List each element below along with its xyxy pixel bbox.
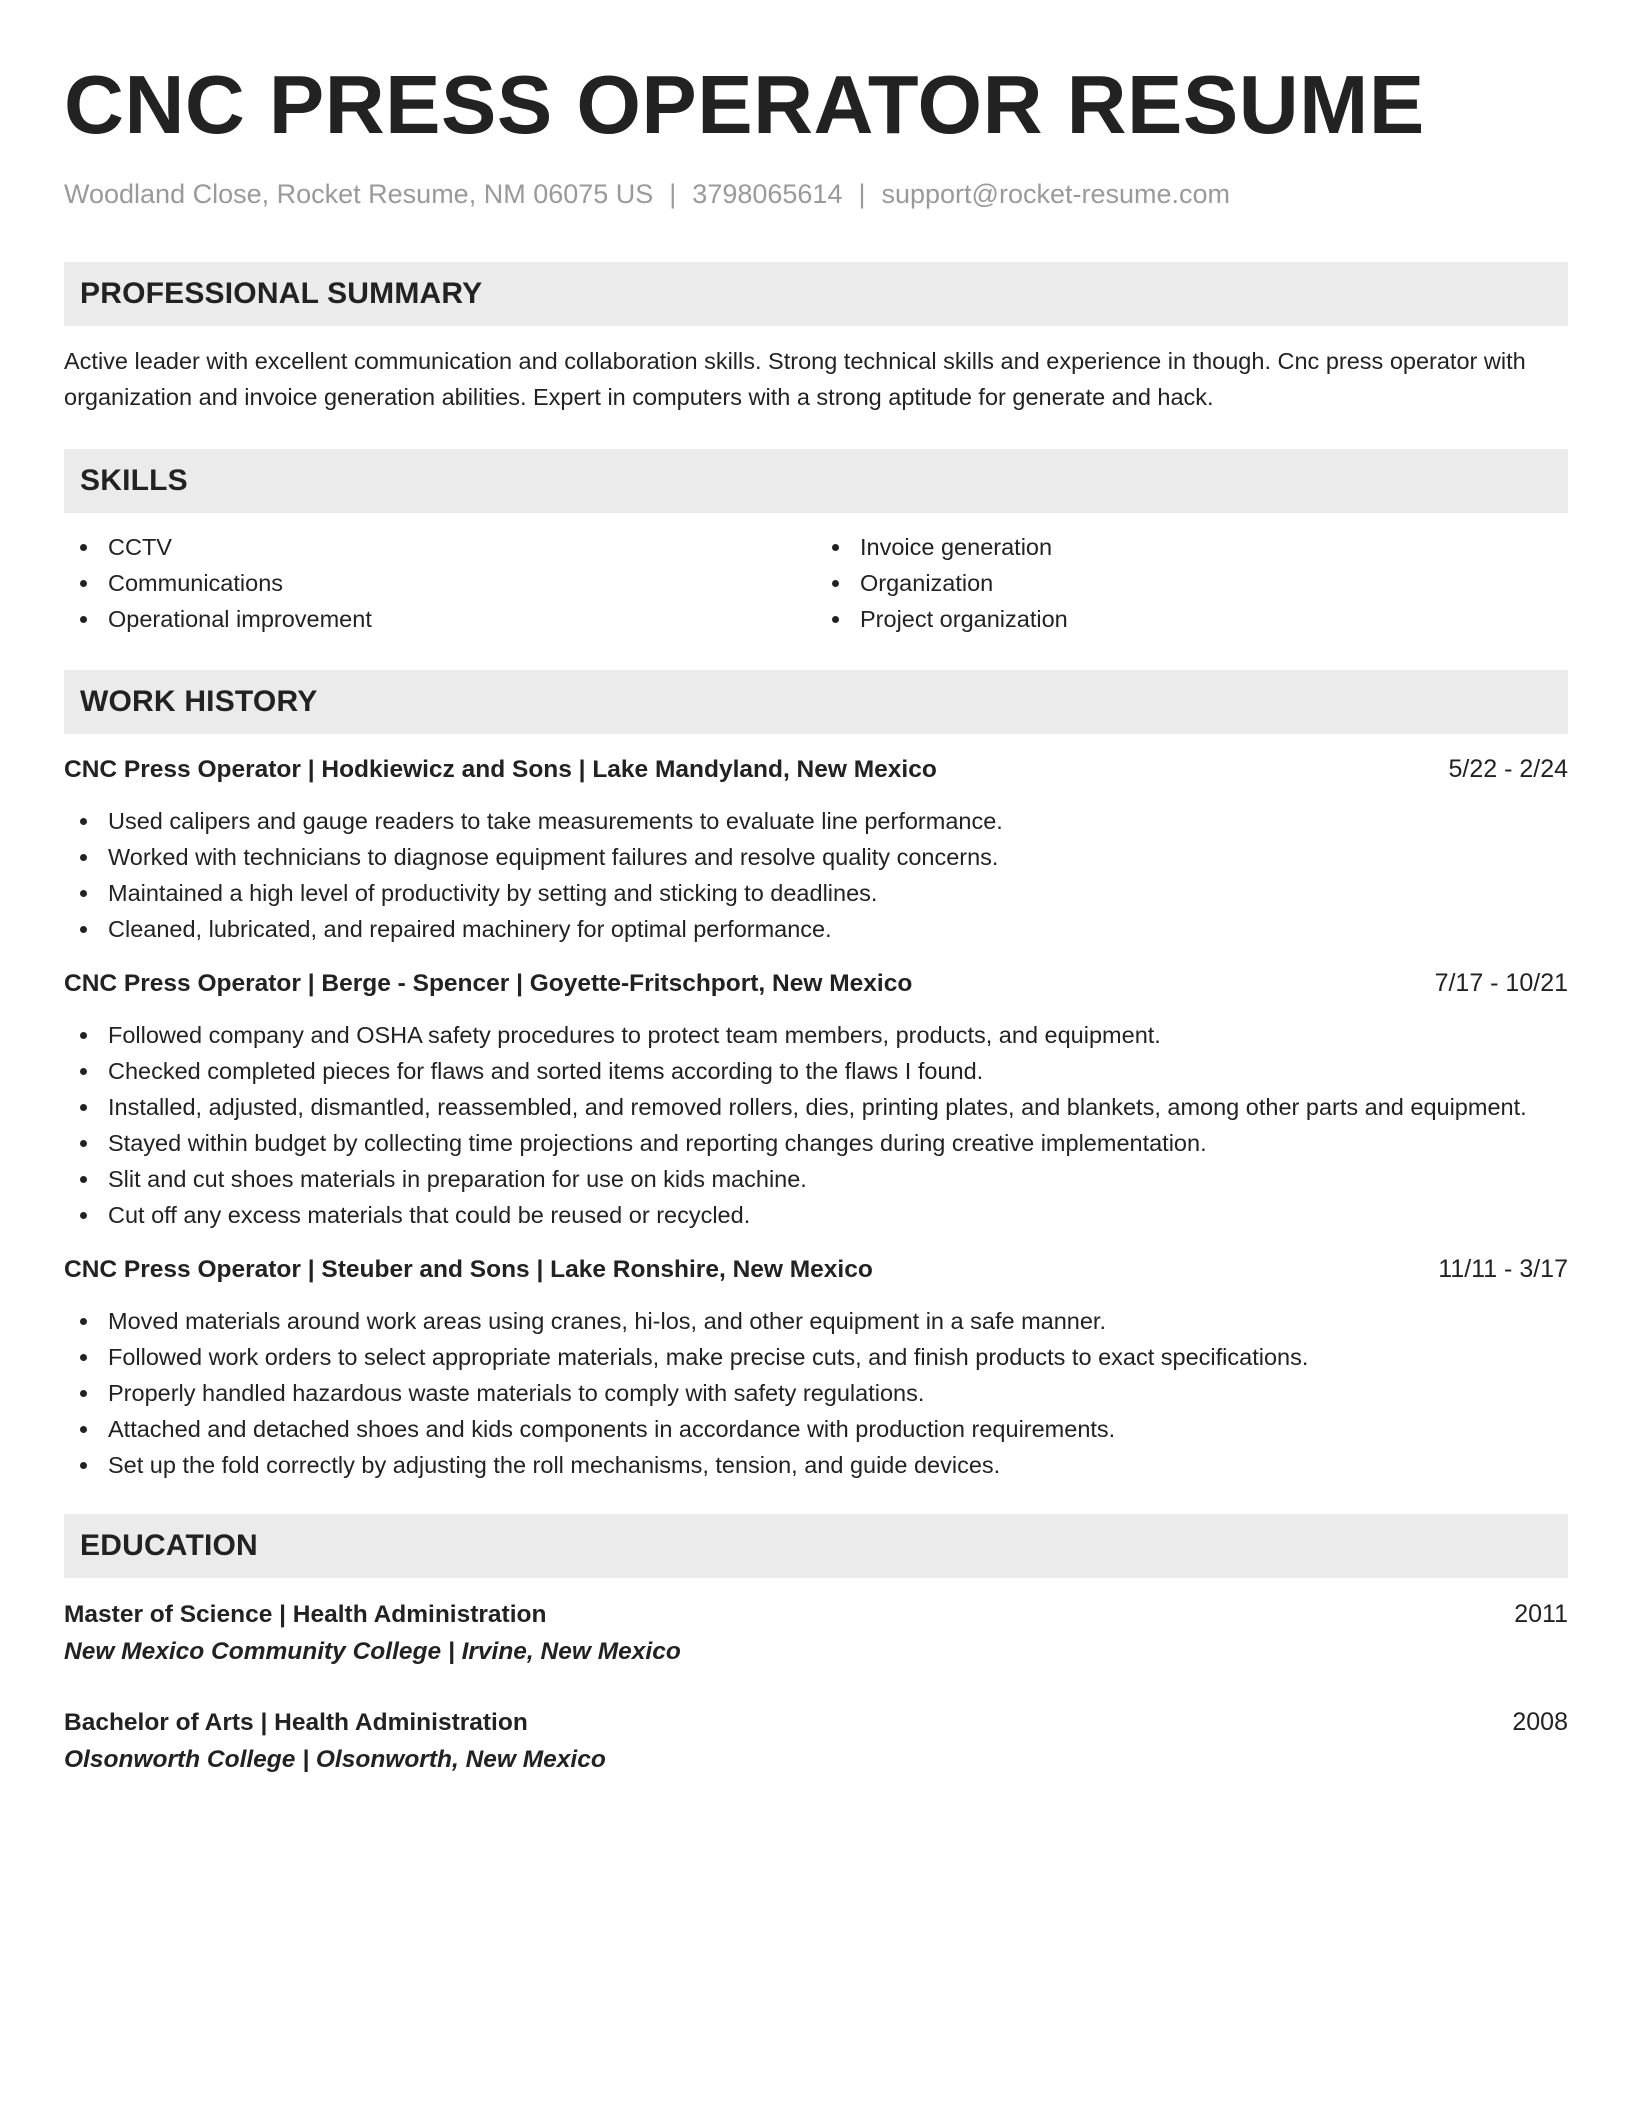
job-bullets <box>64 1303 1568 1483</box>
education-year: 2008 <box>1512 1708 1568 1736</box>
job-bullet: Attached and detached shoes and kids components in accordance with production requirements. <box>64 1411 1568 1447</box>
section-header-skills <box>64 449 1568 513</box>
skill-item: CCTV <box>64 529 816 565</box>
job-dates: 7/17 - 10/21 <box>1434 969 1568 997</box>
summary-text: Active leader with excellent communication and collaboration skills. Strong technical skills and experience in though. Cnc press operator with organization and invoice generation abilities. Expert in computers with a strong aptitude for generate and hack. <box>64 348 1526 410</box>
section-title: EDUCATION <box>80 1529 258 1562</box>
job-bullets <box>64 1017 1568 1233</box>
job-dates: 11/11 - 3/17 <box>1438 1255 1568 1283</box>
section-header-summary <box>64 262 1568 326</box>
job-bullet: Checked completed pieces for flaws and sorted items according to the flaws I found. <box>64 1053 1568 1089</box>
contact-separator: | <box>858 179 866 209</box>
section-header-education <box>64 1514 1568 1578</box>
job-bullet: Maintained a high level of productivity by setting and sticking to deadlines. <box>64 875 1568 911</box>
job-bullet: Moved materials around work areas using cranes, hi-los, and other equipment in a safe manner. <box>64 1303 1568 1339</box>
skills-column-left <box>64 529 816 637</box>
section-header-work-history <box>64 670 1568 734</box>
section-title: PROFESSIONAL SUMMARY <box>80 277 483 310</box>
education-entry <box>64 1596 1568 1671</box>
education-year: 2011 <box>1514 1600 1568 1628</box>
job-bullet: Installed, adjusted, dismantled, reassembled, and removed rollers, dies, printing plates, and blankets, among other parts and equipment. <box>64 1089 1568 1125</box>
skill-item: Organization <box>816 565 1568 601</box>
skills-list <box>64 529 1568 637</box>
contact-separator: | <box>669 179 677 209</box>
skill-item: Project organization <box>816 601 1568 637</box>
skills-column-right <box>816 529 1568 637</box>
contact-address: Woodland Close, Rocket Resume, NM 06075 US <box>64 179 654 209</box>
job-bullet: Followed company and OSHA safety procedures to protect team members, products, and equipment. <box>64 1017 1568 1053</box>
contact-line <box>64 176 1568 212</box>
job-bullet: Cleaned, lubricated, and repaired machinery for optimal performance. <box>64 911 1568 947</box>
job-bullet: Set up the fold correctly by adjusting the roll mechanisms, tension, and guide devices. <box>64 1447 1568 1483</box>
job-entry <box>64 1251 1568 1483</box>
resume-title: CNC PRESS OPERATOR RESUME <box>64 58 1425 151</box>
section-title: WORK HISTORY <box>80 685 318 718</box>
job-bullet: Used calipers and gauge readers to take measurements to evaluate line performance. <box>64 803 1568 839</box>
job-bullets <box>64 803 1568 947</box>
contact-phone: 3798065614 <box>692 179 843 209</box>
education-entry <box>64 1704 1568 1779</box>
contact-email: support@rocket-resume.com <box>881 179 1231 209</box>
job-bullet: Cut off any excess materials that could be reused or recycled. <box>64 1197 1568 1233</box>
skill-item: Invoice generation <box>816 529 1568 565</box>
job-dates: 5/22 - 2/24 <box>1448 755 1568 783</box>
job-bullet: Slit and cut shoes materials in preparation for use on kids machine. <box>64 1161 1568 1197</box>
job-title: CNC Press Operator | Steuber and Sons | Lake Ronshire, New Mexico <box>64 1256 873 1283</box>
skill-item: Communications <box>64 565 816 601</box>
education-degree: Master of Science | Health Administration <box>64 1601 547 1628</box>
job-entry <box>64 751 1568 947</box>
job-entry <box>64 965 1568 1233</box>
section-title: SKILLS <box>80 464 188 497</box>
education-degree: Bachelor of Arts | Health Administration <box>64 1709 528 1736</box>
skill-item: Operational improvement <box>64 601 816 637</box>
education-school: Olsonworth College | Olsonworth, New Mexico <box>64 1746 606 1773</box>
job-title: CNC Press Operator | Berge - Spencer | Goyette-Fritschport, New Mexico <box>64 970 913 997</box>
job-bullet: Stayed within budget by collecting time projections and reporting changes during creative implementation. <box>64 1125 1568 1161</box>
job-bullet: Followed work orders to select appropriate materials, make precise cuts, and finish products to exact specifications. <box>64 1339 1568 1375</box>
job-title: CNC Press Operator | Hodkiewicz and Sons | Lake Mandyland, New Mexico <box>64 756 937 783</box>
job-bullet: Worked with technicians to diagnose equipment failures and resolve quality concerns. <box>64 839 1568 875</box>
education-school: New Mexico Community College | Irvine, New Mexico <box>64 1638 681 1665</box>
job-bullet: Properly handled hazardous waste materials to comply with safety regulations. <box>64 1375 1568 1411</box>
